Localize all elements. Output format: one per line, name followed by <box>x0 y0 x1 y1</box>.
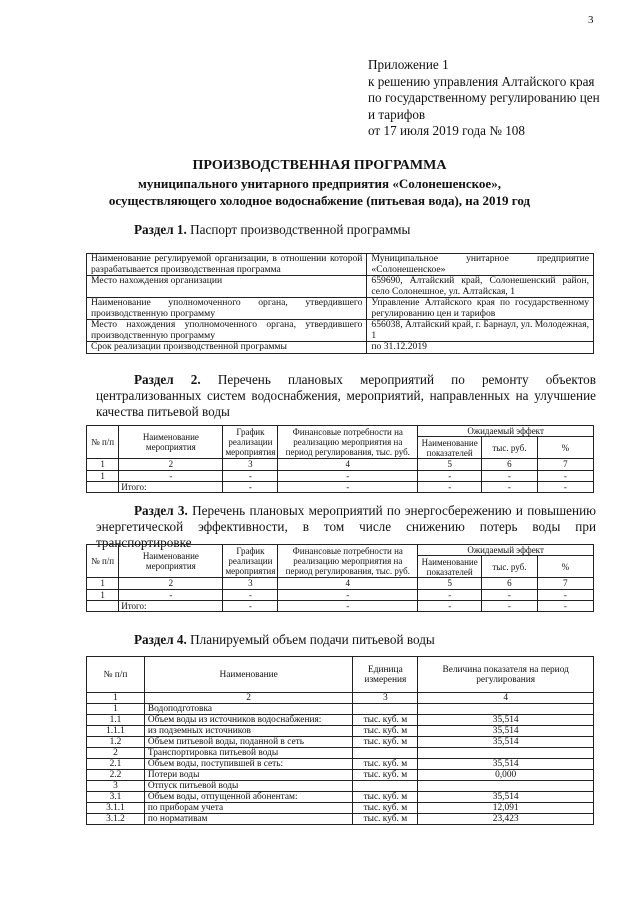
row-unit: тыс. куб. м <box>353 715 418 726</box>
row-number: 2 <box>87 748 145 759</box>
cell: - <box>482 481 538 492</box>
appendix-block <box>368 57 618 140</box>
row-unit: тыс. куб. м <box>353 803 418 814</box>
measures-table-section3 <box>86 544 594 612</box>
row-name: Объем воды из источников водоснабжения: <box>144 715 353 726</box>
col-header: Величина показателя на период регулирования <box>418 657 594 693</box>
row-unit <box>353 748 418 759</box>
passport-key: Срок реализации производственной программы <box>87 342 367 354</box>
row-name: Водоподготовка <box>144 704 353 715</box>
col-number: 3 <box>353 693 418 704</box>
table-row <box>87 578 594 589</box>
cell: - <box>418 470 482 481</box>
total-label: Итого: <box>119 481 223 492</box>
table-row <box>87 298 594 320</box>
cell: - <box>537 589 593 600</box>
section-text: Перечень плановых мероприятий по энергосбережению и повышению энергетической эффективности, в том числе снижению потерь воды при транспортировке <box>96 503 596 550</box>
appendix-line: к решению управления Алтайского края <box>368 73 595 89</box>
cell <box>87 600 119 611</box>
cell: - <box>537 481 593 492</box>
table-row <box>87 589 594 600</box>
passport-key: Место нахождения организации <box>87 276 367 298</box>
col-header: Финансовые потребности на реализацию мероприятия на период регулирования, тыс. руб. <box>278 426 418 459</box>
col-header: Наименование <box>144 657 353 693</box>
col-number: 6 <box>482 459 538 470</box>
col-header: % <box>537 437 593 459</box>
passport-table <box>86 253 594 354</box>
cell: - <box>119 589 223 600</box>
table-row <box>87 737 594 748</box>
col-header: Наименование показателей <box>418 437 482 459</box>
table-row <box>87 748 594 759</box>
col-number: 2 <box>119 578 223 589</box>
table-row <box>87 759 594 770</box>
col-number: 7 <box>537 459 593 470</box>
col-number: 4 <box>278 459 418 470</box>
col-number: 5 <box>418 459 482 470</box>
table-row <box>87 781 594 792</box>
section-label: Раздел 3. <box>134 503 188 518</box>
row-value: 35,514 <box>418 792 594 803</box>
table-row <box>87 814 594 825</box>
document-subtitle: осуществляющего холодное водоснабжение (питьевая вода), на 2019 год <box>108 193 531 208</box>
section-text: Паспорт производственной программы <box>186 222 411 237</box>
cell: - <box>223 589 278 600</box>
row-name: из подземных источников <box>144 726 353 737</box>
col-header: Наименование показателей <box>418 556 482 578</box>
table-header-row <box>87 657 594 693</box>
passport-value: 656038, Алтайский край, г. Барнаул, ул. Молодежная, 1 <box>367 320 594 342</box>
col-number: 2 <box>144 693 353 704</box>
col-header: тыс. руб. <box>482 556 538 578</box>
col-number: 7 <box>537 578 593 589</box>
table-row <box>87 693 594 704</box>
passport-value: 659690, Алтайский край, Солонешенский район, село Солонешное, ул. Алтайская, 1 <box>367 276 594 298</box>
row-name: по приборам учета <box>144 803 353 814</box>
row-value <box>418 748 594 759</box>
row-value: 35,514 <box>418 737 594 748</box>
total-label: Итого: <box>119 600 223 611</box>
col-header: График реализации мероприятия <box>223 545 278 578</box>
row-name: Объем воды, отпущенной абонентам: <box>144 792 353 803</box>
table-row <box>87 320 594 342</box>
table-header-row <box>87 426 594 437</box>
col-header: № п/п <box>87 545 119 578</box>
section2-heading <box>96 372 596 420</box>
section-text: Планируемый объем подачи питьевой воды <box>186 632 435 647</box>
table-row <box>87 342 594 354</box>
section-label: Раздел 2. <box>134 372 201 387</box>
table-row <box>87 459 594 470</box>
table-row <box>87 770 594 781</box>
col-number: 5 <box>418 578 482 589</box>
section-label: Раздел 1. <box>134 222 187 237</box>
row-number: 3.1.1 <box>87 803 145 814</box>
row-unit: тыс. куб. м <box>353 792 418 803</box>
cell: - <box>278 589 418 600</box>
row-value: 12,091 <box>418 803 594 814</box>
section-label: Раздел 4. <box>134 632 187 647</box>
row-name: Потери воды <box>144 770 353 781</box>
row-value <box>418 704 594 715</box>
col-header: Наименование мероприятия <box>119 545 223 578</box>
cell: - <box>482 470 538 481</box>
table-row <box>87 481 594 492</box>
cell: - <box>537 470 593 481</box>
cell: - <box>223 481 278 492</box>
row-name: Объем питьевой воды, поданной в сеть <box>144 737 353 748</box>
document-subtitle: муниципального унитарного предприятия «Солонешенское», <box>138 176 501 191</box>
row-unit: тыс. куб. м <box>353 737 418 748</box>
col-header: Единица измерения <box>353 657 418 693</box>
row-unit: тыс. куб. м <box>353 770 418 781</box>
row-number: 2.1 <box>87 759 145 770</box>
row-value: 35,514 <box>418 715 594 726</box>
passport-value: по 31.12.2019 <box>367 342 594 354</box>
row-name: Отпуск питьевой воды <box>144 781 353 792</box>
cell: - <box>418 589 482 600</box>
table-row <box>87 726 594 737</box>
passport-value: Муниципальное унитарное предприятие «Солонешенское» <box>367 254 594 276</box>
cell: - <box>537 600 593 611</box>
water-volume-table <box>86 656 594 825</box>
cell: - <box>418 600 482 611</box>
cell: - <box>482 600 538 611</box>
table-row <box>87 276 594 298</box>
row-value: 35,514 <box>418 759 594 770</box>
cell: - <box>119 470 223 481</box>
appendix-line: и тарифов <box>368 106 426 122</box>
page-number: 3 <box>588 14 594 26</box>
col-number: 2 <box>119 459 223 470</box>
cell: - <box>278 481 418 492</box>
row-unit: тыс. куб. м <box>353 726 418 737</box>
cell: - <box>223 470 278 481</box>
col-number: 4 <box>278 578 418 589</box>
col-number: 6 <box>482 578 538 589</box>
col-header: График реализации мероприятия <box>223 426 278 459</box>
row-number: 3.1.2 <box>87 814 145 825</box>
row-name: по нормативам <box>144 814 353 825</box>
col-number: 3 <box>223 578 278 589</box>
table-row <box>87 803 594 814</box>
section4-heading <box>134 632 435 648</box>
row-value: 0,000 <box>418 770 594 781</box>
row-name: Объем воды, поступившей в сеть: <box>144 759 353 770</box>
col-number: 3 <box>223 459 278 470</box>
row-number: 1.1.1 <box>87 726 145 737</box>
section-text: Перечень плановых мероприятий по ремонту объектов централизованных систем водоснабжения, мероприятий, направленных на улучшение качества питьевой воды <box>96 372 596 419</box>
col-header: Ожидаемый эффект <box>418 426 594 437</box>
row-unit <box>353 704 418 715</box>
row-value: 35,514 <box>418 726 594 737</box>
col-header: Финансовые потребности на реализацию мероприятия на период регулирования, тыс. руб. <box>278 545 418 578</box>
col-number: 4 <box>418 693 594 704</box>
col-header: № п/п <box>87 657 145 693</box>
cell: - <box>482 589 538 600</box>
passport-key: Наименование уполномоченного органа, утвердившего производственную программу <box>87 298 367 320</box>
row-unit <box>353 781 418 792</box>
col-header: тыс. руб. <box>482 437 538 459</box>
measures-table-section2 <box>86 425 594 493</box>
table-row <box>87 254 594 276</box>
appendix-line: от 17 июля 2019 года № 108 <box>368 123 525 138</box>
col-header: % <box>537 556 593 578</box>
row-unit: тыс. куб. м <box>353 759 418 770</box>
passport-value: Управление Алтайского края по государственному регулированию цен и тарифов <box>367 298 594 320</box>
cell <box>87 481 119 492</box>
row-number: 3 <box>87 781 145 792</box>
row-unit: тыс. куб. м <box>353 814 418 825</box>
row-name: Транспортировка питьевой воды <box>144 748 353 759</box>
cell: - <box>278 600 418 611</box>
col-header: Наименование мероприятия <box>119 426 223 459</box>
appendix-line: Приложение 1 <box>368 57 449 72</box>
passport-key: Наименование регулируемой организации, в отношении которой разрабатывается производственная программа <box>87 254 367 276</box>
passport-key: Место нахождения уполномоченного органа, утвердившего производственную программу <box>87 320 367 342</box>
row-value: 23,423 <box>418 814 594 825</box>
cell: - <box>418 481 482 492</box>
col-header: № п/п <box>87 426 119 459</box>
section1-heading <box>134 222 410 238</box>
table-row <box>87 470 594 481</box>
row-number: 3.1 <box>87 792 145 803</box>
cell: - <box>223 600 278 611</box>
row-number: 1 <box>87 704 145 715</box>
table-row <box>87 715 594 726</box>
cell: 1 <box>87 589 119 600</box>
row-number: 1.2 <box>87 737 145 748</box>
row-number: 1.1 <box>87 715 145 726</box>
appendix-line: по государственному регулированию цен <box>368 90 600 105</box>
col-number: 1 <box>87 693 145 704</box>
table-row <box>87 792 594 803</box>
col-number: 1 <box>87 459 119 470</box>
cell: - <box>278 470 418 481</box>
col-number: 1 <box>87 578 119 589</box>
col-header: Ожидаемый эффект <box>418 545 594 556</box>
table-header-row <box>87 545 594 556</box>
document-title: ПРОИЗВОДСТВЕННАЯ ПРОГРАММА <box>192 158 447 173</box>
table-row <box>87 600 594 611</box>
row-number: 2.2 <box>87 770 145 781</box>
row-value <box>418 781 594 792</box>
table-row <box>87 704 594 715</box>
cell: 1 <box>87 470 119 481</box>
